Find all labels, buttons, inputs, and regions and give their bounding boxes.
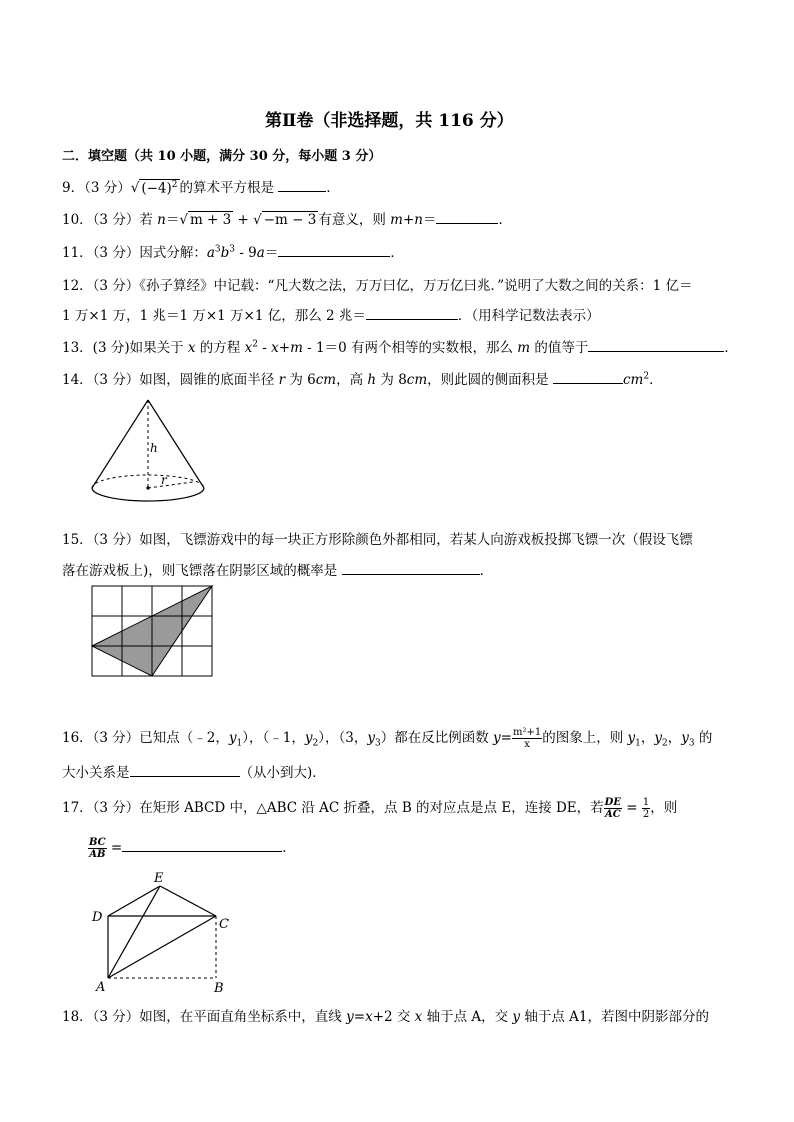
- page-title: 第Ⅱ卷（非选择题，共 116 分）: [265, 111, 514, 131]
- label-A: A: [96, 980, 106, 995]
- q16-answer-blank[interactable]: [130, 763, 240, 777]
- q10-answer-blank[interactable]: [436, 210, 498, 224]
- q9-radicand: $(-4)^2$: [141, 179, 178, 196]
- question-11: 11．（3 分）因式分解：$a^3b^3 - 9a=$ ．: [62, 244, 404, 261]
- q13-answer-blank[interactable]: [588, 338, 724, 352]
- q9-text: 的算术平方根是: [179, 180, 275, 196]
- q17-fraction-half: $\frac{1}{2}$: [642, 797, 650, 820]
- q17-answer-blank[interactable]: [122, 838, 282, 852]
- q9-answer-blank[interactable]: [278, 178, 326, 192]
- q15-answer-blank[interactable]: [342, 561, 480, 575]
- label-D: D: [92, 910, 103, 925]
- question-18-line-1: 18．（3 分）如图，在平面直角坐标系中，直线 y=x+2 交 x 轴于点 A，交 y 轴于点 A1，若图中阴影部分的: [62, 1009, 709, 1025]
- q9-score: （3 分）: [84, 180, 131, 196]
- diagonal-ac: [108, 916, 216, 978]
- q14-answer-blank[interactable]: [553, 370, 623, 384]
- question-12-line-2: 1 万×1 万，1 兆＝1 万×1 万×1 亿，那么 2 兆＝ ．（用科学记数法表示）: [62, 308, 600, 324]
- q9-number: 9．: [62, 180, 85, 196]
- question-16-line-2: 大小关系是 （从小到大)．: [62, 765, 326, 781]
- label-C: C: [219, 917, 229, 932]
- question-15-line-1: 15．（3 分）如图，飞镖游戏中的每一块正方形除颜色外都相同，若某人向游戏板投掷飞镖一次（假设飞镖: [62, 532, 693, 548]
- rectangle-fold-figure: [92, 870, 242, 996]
- segment-ec: [160, 886, 216, 916]
- cone-label-r: r: [161, 473, 167, 487]
- cone-center: [146, 486, 149, 489]
- question-14: 14．（3 分）如图，圆锥的底面半径 r 为 6cm，高 h 为 8cm，则此圆的侧面积是 $cm^2$．: [62, 371, 663, 388]
- question-17-line-1: 17．（3 分）在矩形 ABCD 中，△ABC 沿 AC 折叠，点 B 的对应点是点 E，连接 DE，若 $\frac{DE}{AC}$ = $\frac{1}{2}$ ，则: [62, 797, 678, 820]
- question-12-line-1: 12．（3 分）《孙子算经》中记载：“凡大数之法，万万曰亿，万万亿曰兆．”说明了大数之间的关系：1 亿＝: [62, 278, 693, 294]
- cone-label-h: h: [150, 441, 158, 455]
- q17-fraction-bc-ab: $\frac{BC}{AB}$: [89, 837, 106, 860]
- q10-radical-2: −m − 3: [263, 212, 317, 228]
- question-9: 9．（3 分）√ $(-4)^2$ 的算术平方根是 ．: [62, 179, 340, 196]
- q16-fraction: $\frac{\text{m²+1}}{x}$: [512, 727, 542, 750]
- cone-figure: [88, 396, 208, 508]
- question-10: 10．（3 分）若 n＝√ m + 3 + √ −m − 3 有意义，则 m+n＝ ．: [62, 212, 512, 228]
- label-E: E: [154, 871, 164, 886]
- question-13: 13．(3 分)如果关于 x 的方程 $x^2 - x+m - 1=0$ 有两个相等的实数根，那么 m 的值等于 ．: [62, 339, 738, 356]
- dartboard-grid-figure: [92, 586, 214, 678]
- label-B: B: [214, 981, 224, 996]
- cone-base-front: [92, 488, 204, 501]
- q10-radical-1: m + 3: [189, 212, 232, 228]
- question-17-line-2: $\frac{BC}{AB}$ = ．: [89, 837, 296, 860]
- q11-answer-blank[interactable]: [278, 243, 390, 257]
- cone-radius: [148, 482, 193, 488]
- question-16-line-1: 16．（3 分）已知点（﹣2，$y_1$），（﹣1，$y_2$），（3，$y_3$）都在反比例函数 y= $\frac{\text{m²+1}}{x}$ 的图象上，则 $y_1$，$y_2$，$y_3$ 的: [62, 727, 713, 750]
- q17-fraction-de-ac: $\frac{DE}{AC}$: [604, 797, 621, 820]
- segment-ae: [108, 886, 160, 978]
- question-15-line-2: 落在游戏板上)，则飞镖落在阴影区域的概率是 ．: [62, 563, 494, 579]
- q12-answer-blank[interactable]: [366, 306, 458, 320]
- section-heading: 二．填空题（共 10 小题，满分 30 分，每小题 3 分）: [62, 149, 382, 164]
